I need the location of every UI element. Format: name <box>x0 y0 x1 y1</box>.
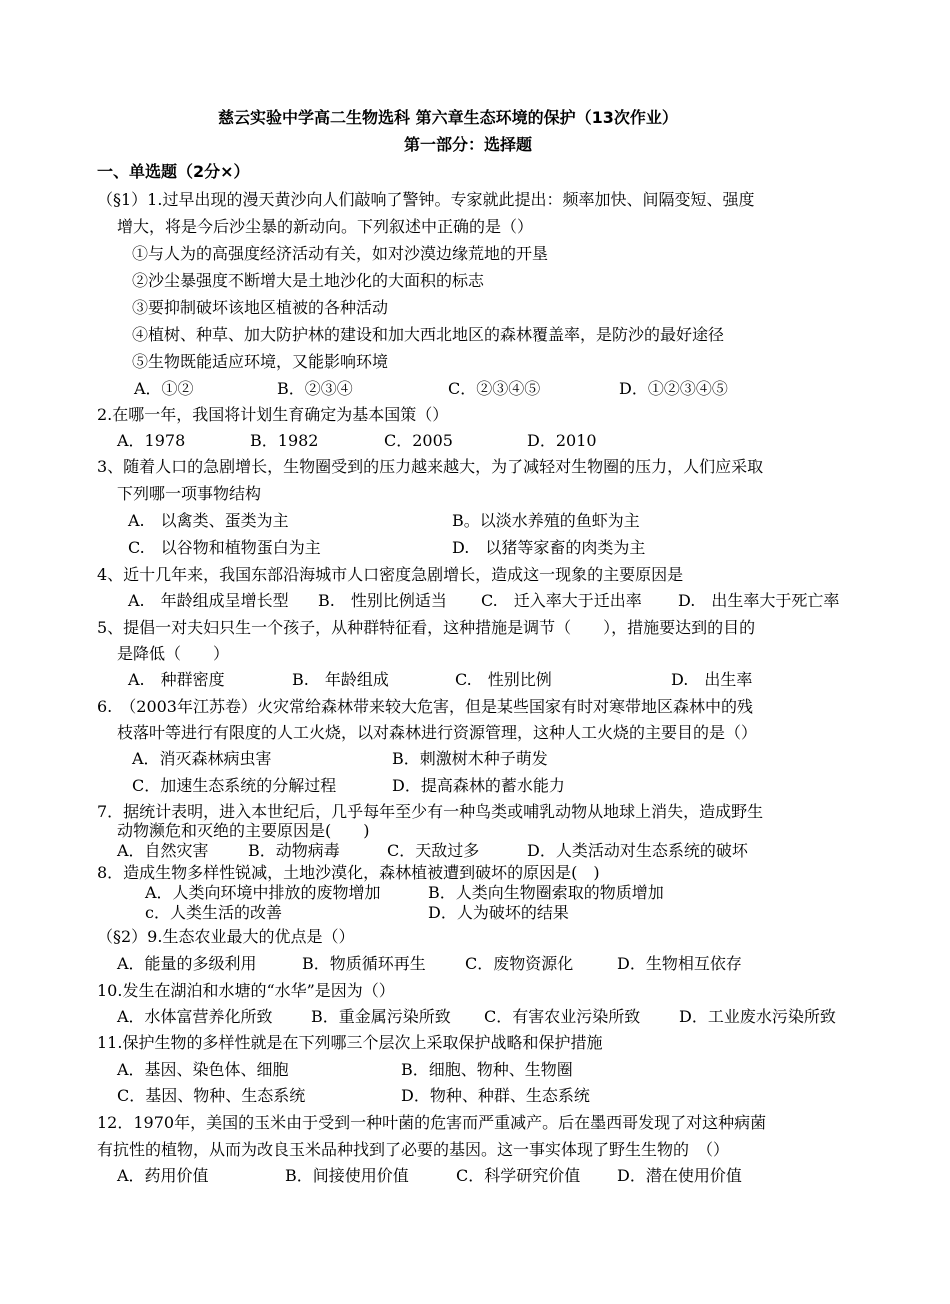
question-1-text-cont: 增大，将是今后沙尘暴的新动向。下列叙述中正确的是（） <box>117 217 534 236</box>
question-1-text: （§1）1.过早出现的漫天黄沙向人们敲响了警钟。专家就此提出：频率加快、间隔变短、强度 <box>97 190 755 209</box>
option-a: A．自然灾害 <box>117 841 209 860</box>
option-b: B. 性别比例适当 <box>318 591 447 610</box>
question-12-text: 12．1970年，美国的玉米由于受到一种叶菌的危害而严重减产。后在墨西哥发现了对这种病菌 <box>97 1113 767 1132</box>
option-d: D. 出生率大于死亡率 <box>678 591 840 610</box>
option-a: A．①② <box>134 379 194 398</box>
option-c: C．2005 <box>384 431 453 450</box>
option-c: C．有害农业污染所致 <box>484 1007 641 1026</box>
option-b: B。以淡水养殖的鱼虾为主 <box>452 511 640 530</box>
option-a: A. 以禽类、蛋类为主 <box>128 511 289 530</box>
question-3-text: 3、随着人口的急剧增长，生物圈受到的压力越来越大，为了减轻对生物圈的压力，人们应采取 <box>97 457 764 476</box>
option-d: D．工业废水污染所致 <box>679 1007 836 1026</box>
option-a: A．人类向环境中排放的废物增加 <box>145 883 381 902</box>
question-7-text: 7．据统计表明，进入本世纪后，几乎每年至少有一种鸟类或哺乳动物从地球上消失，造成野生 <box>97 802 764 821</box>
question-3-text-cont: 下列哪一项事物结构 <box>117 484 262 503</box>
option-b: B．刺激树木种子萌发 <box>392 749 548 768</box>
option-b: B．重金属污染所致 <box>311 1007 451 1026</box>
option-b: B．间接使用价值 <box>285 1166 409 1185</box>
option-a: A. 年龄组成呈增长型 <box>128 591 289 610</box>
question-10-text: 10.发生在湖泊和水塘的“水华”是因为（） <box>97 981 395 1000</box>
option-d: D．物种、种群、生态系统 <box>401 1086 590 1105</box>
option-b: B．1982 <box>250 431 319 450</box>
question-2-text: 2.在哪一年，我国将计划生育确定为基本国策（） <box>97 405 449 424</box>
option-d: D．人为破坏的结果 <box>428 903 569 922</box>
option-a: A．基因、染色体、细胞 <box>117 1060 289 1079</box>
question-4-text: 4、近十几年来，我国东部沿海城市人口密度急剧增长，造成这一现象的主要原因是 <box>97 565 684 584</box>
option-c: C．②③④⑤ <box>448 379 541 398</box>
option-d: D．人类活动对生态系统的破坏 <box>527 841 748 860</box>
option-d: D. 出生率 <box>671 670 753 689</box>
section-heading: 一、单选题（2分×） <box>97 162 250 181</box>
question-1-statement-4: ④植树、种草、加大防护林的建设和加大西北地区的森林覆盖率，是防沙的最好途径 <box>132 325 725 344</box>
option-c: C．废物资源化 <box>465 954 574 973</box>
part-heading: 第一部分：选择题 <box>404 135 533 154</box>
option-d: D．生物相互依存 <box>617 954 742 973</box>
option-a: A．消灭森林病虫害 <box>132 749 272 768</box>
question-12-text-cont: 有抗性的植物，从而为改良玉米品种找到了必要的基因。这一事实体现了野生生物的 （） <box>97 1140 730 1159</box>
option-a: A．1978 <box>117 431 186 450</box>
option-c: C. 性别比例 <box>455 670 552 689</box>
option-a: A. 种群密度 <box>128 670 225 689</box>
option-d: D．提高森林的蓄水能力 <box>392 776 565 795</box>
option-b: B．物质循环再生 <box>302 954 426 973</box>
option-d: D．潜在使用价值 <box>617 1166 742 1185</box>
option-b: B．细胞、物种、生物圈 <box>401 1060 573 1079</box>
question-1-statement-1: ①与人为的高强度经济活动有关，如对沙漠边缘荒地的开垦 <box>132 244 549 263</box>
option-c: C. 迁入率大于迁出率 <box>481 591 642 610</box>
option-a: A．水体富营养化所致 <box>117 1007 273 1026</box>
option-c: C．科学研究价值 <box>456 1166 581 1185</box>
option-d: D. 以猪等家畜的肉类为主 <box>452 538 646 557</box>
option-b: B．动物病毒 <box>248 841 340 860</box>
option-c: C. 以谷物和植物蛋白为主 <box>128 538 321 557</box>
question-1-statement-5: ⑤生物既能适应环境，又能影响环境 <box>132 352 389 371</box>
option-c: c．人类生活的改善 <box>145 903 282 922</box>
option-b: B．②③④ <box>277 379 353 398</box>
option-a: A．能量的多级利用 <box>117 954 257 973</box>
option-c: C．基因、物种、生态系统 <box>117 1086 306 1105</box>
question-9-text: （§2）9.生态农业最大的优点是（） <box>97 927 355 946</box>
question-7-text-cont: 动物濒危和灭绝的主要原因是( ) <box>117 821 370 840</box>
question-5-text-cont: 是降低（ ） <box>117 644 230 663</box>
question-1-statement-3: ③要抑制破坏该地区植被的各种活动 <box>132 298 389 317</box>
question-5-text: 5、提倡一对夫妇只生一个孩子，从种群特征看，这种措施是调节（ ），措施要达到的目的 <box>97 618 756 637</box>
question-6-text-cont: 枝落叶等进行有限度的人工火烧，以对森林进行资源管理，这种人工火烧的主要目的是（） <box>117 723 758 742</box>
question-6-text: 6. （2003年江苏卷）火灾常给森林带来较大危害，但是某些国家有时对寒带地区森林中的残 <box>97 697 753 716</box>
question-1-statement-2: ②沙尘暴强度不断增大是土地沙化的大面积的标志 <box>132 271 485 290</box>
option-c: C．天敌过多 <box>387 841 480 860</box>
question-8-text: 8．造成生物多样性锐减，土地沙漠化，森林植被遭到破坏的原因是( ) <box>97 863 600 882</box>
option-b: B．人类向生物圈索取的物质增加 <box>428 883 664 902</box>
option-d: D．2010 <box>527 431 597 450</box>
option-b: B. 年龄组成 <box>292 670 389 689</box>
option-c: C．加速生态系统的分解过程 <box>132 776 337 795</box>
document-title: 慈云实验中学高二生物选科 第六章生态环境的保护（13次作业） <box>218 108 678 127</box>
option-d: D．①②③④⑤ <box>619 379 728 398</box>
question-11-text: 11.保护生物的多样性就是在下列哪三个层次上采取保护战略和保护措施 <box>97 1033 603 1052</box>
option-a: A．药用价值 <box>117 1166 209 1185</box>
